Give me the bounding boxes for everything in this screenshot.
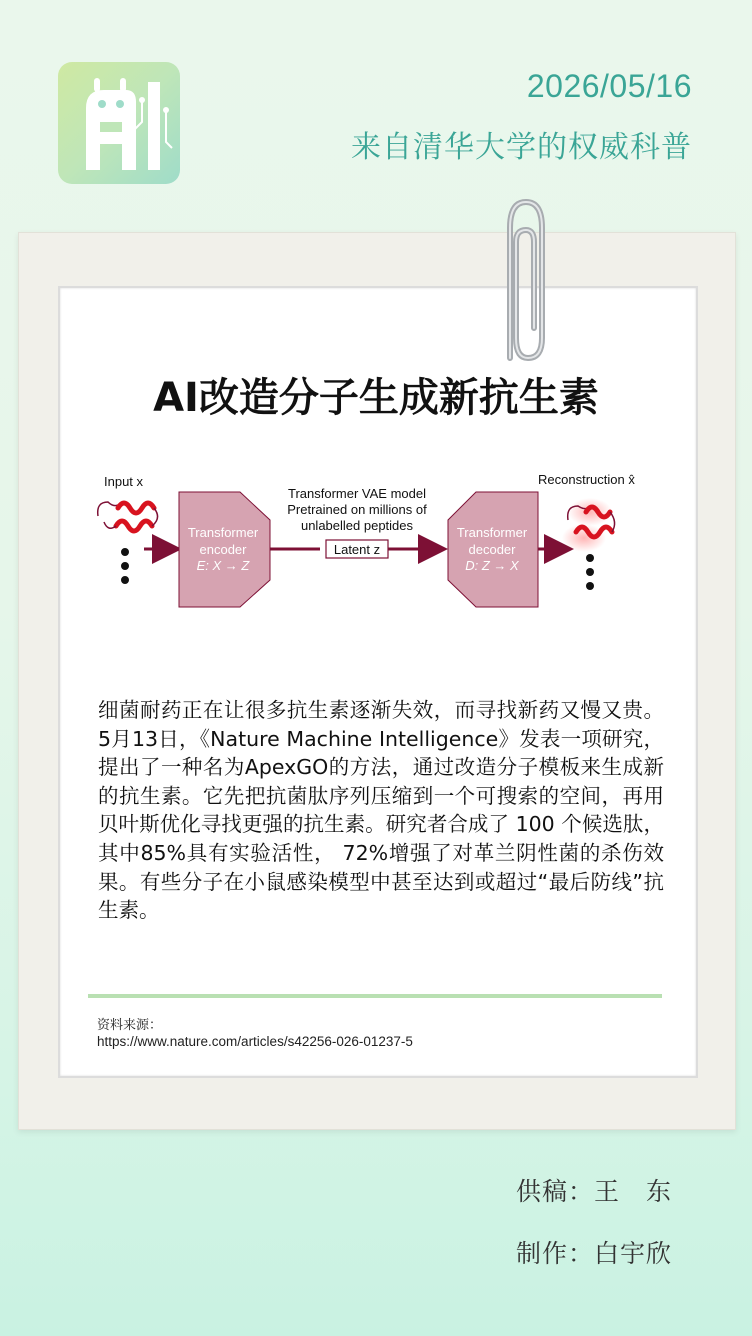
source-link[interactable]: https://www.nature.com/articles/s42256-026-01237-5 bbox=[97, 1034, 413, 1049]
model-label-1: Transformer VAE model bbox=[288, 486, 426, 501]
producer-credit bbox=[516, 1234, 672, 1270]
paperclip-icon bbox=[480, 188, 560, 368]
input-label: Input x bbox=[104, 474, 144, 489]
decoder-label-2: decoder bbox=[468, 542, 516, 557]
decoder-label-1: Transformer bbox=[456, 525, 528, 540]
robot-logo-icon bbox=[58, 62, 180, 184]
ai-logo bbox=[58, 62, 180, 184]
contributor-label: 供稿： bbox=[516, 1177, 595, 1206]
encoder-label-1: Transformer bbox=[187, 525, 259, 540]
model-label-3: unlabelled peptides bbox=[300, 518, 414, 533]
article-body: 细菌耐药正在让很多抗生素逐渐失效，而寻找新药又慢又贵。5月13日，《Nature Machine Intelligence》发表一项研究，提出了一种名为ApexGO的方法，通过改造分子模板来生成新的抗生素。它先把抗菌肽序列压缩到一个可搜索的空间，再用贝叶斯优化寻找更强的抗生素。研究者合成了 100 个候选肽，其中85%具有实验活性， 72%增强了对革兰阴性菌的杀伤效果。有些分子在小鼠感染模型中甚至达到或超过“最后防线”抗生素。 bbox=[98, 698, 664, 923]
producer-label: 制作： bbox=[516, 1239, 595, 1268]
encoder-label-3: E: X → Z bbox=[196, 558, 250, 573]
encoder-label-2: encoder bbox=[199, 542, 247, 557]
article-title: AI改造分子生成新抗生素 bbox=[153, 375, 599, 421]
contributor-credit bbox=[516, 1172, 672, 1208]
divider bbox=[88, 994, 662, 998]
input-helix-icon bbox=[98, 502, 158, 531]
source-label: 资料来源： bbox=[97, 1018, 163, 1033]
decoder-label-3: D: Z → X bbox=[465, 558, 519, 573]
model-label-2: Pretrained on millions of bbox=[287, 502, 427, 517]
output-label: Reconstruction x̂ bbox=[538, 472, 635, 487]
header-subtitle: 来自清华大学的权威科普 bbox=[351, 130, 692, 165]
date: 2026/05/16 bbox=[526, 68, 692, 104]
output-helix-icon bbox=[562, 498, 615, 552]
latent-label: Latent z bbox=[333, 542, 381, 557]
producer-name: 白宇欣 bbox=[594, 1239, 673, 1268]
vae-diagram bbox=[90, 462, 662, 632]
contributor-name: 王 东 bbox=[594, 1177, 673, 1206]
